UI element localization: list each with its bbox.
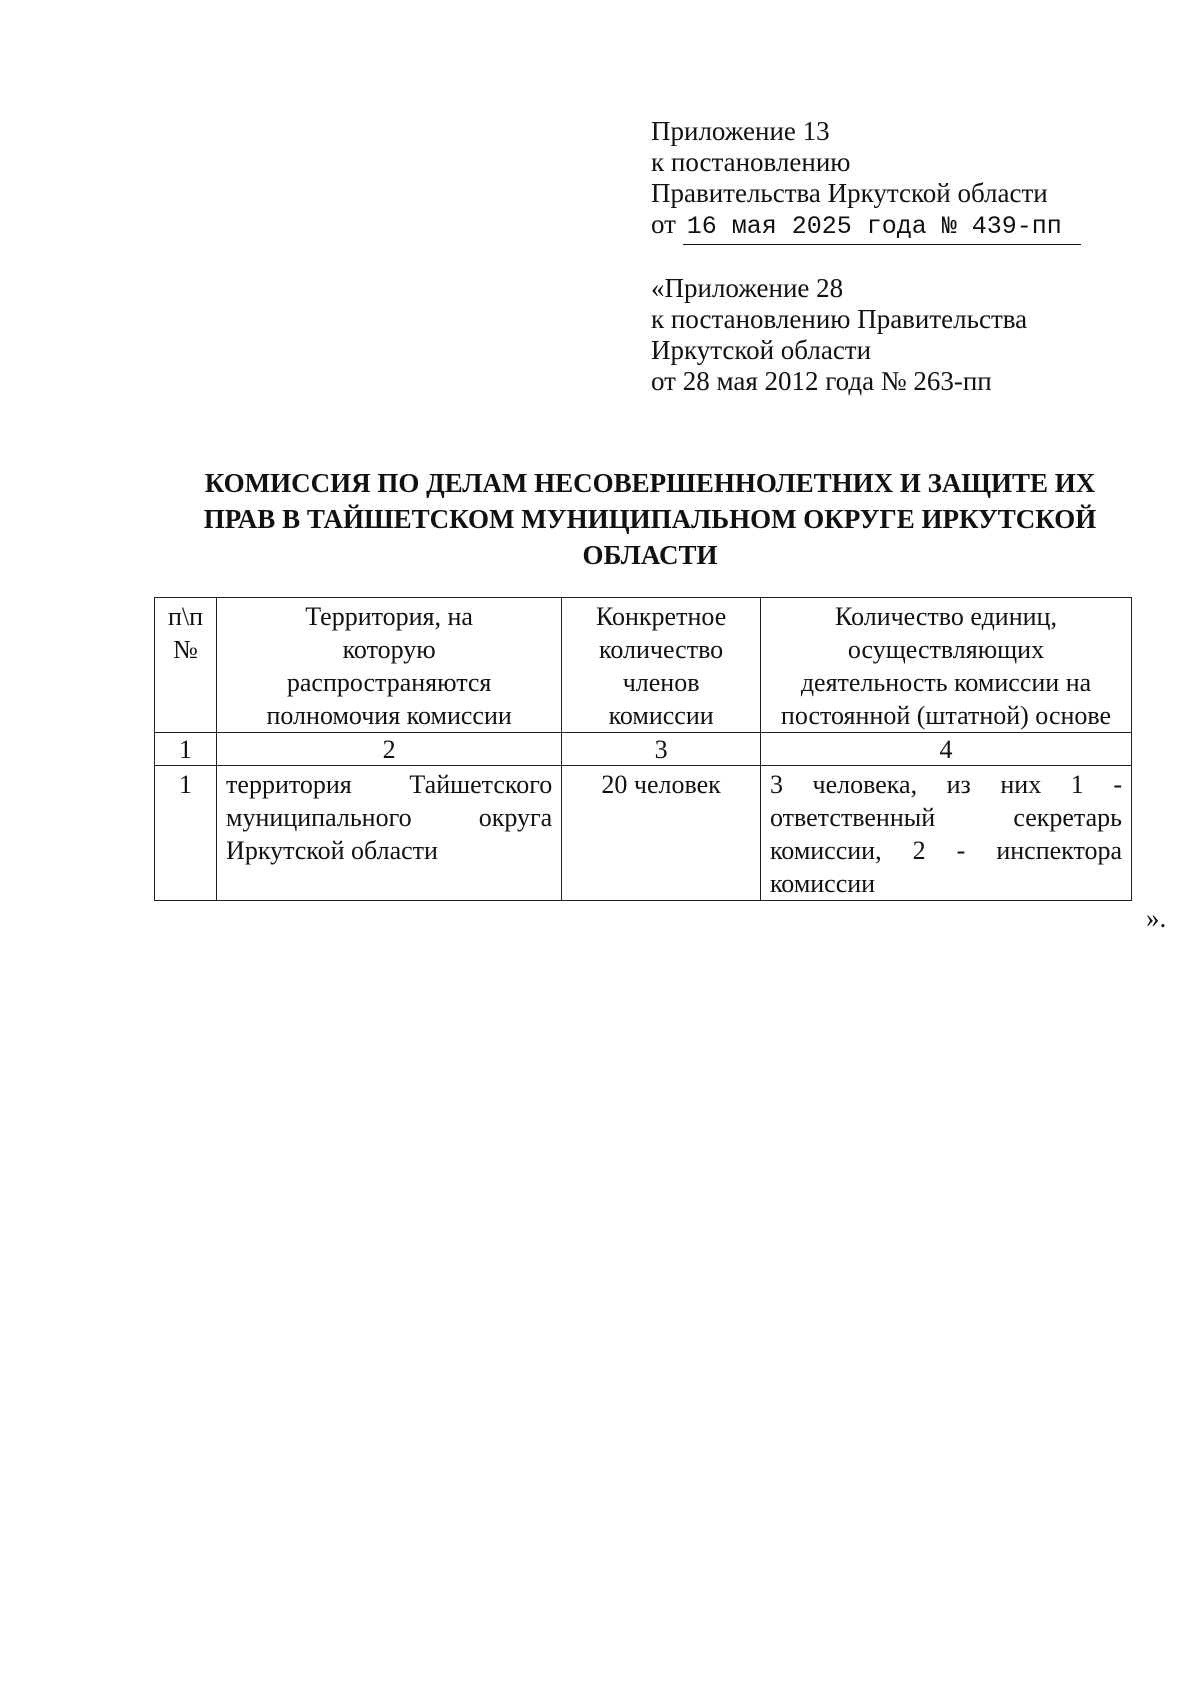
appendix-28-line3: Иркутской области [651, 335, 872, 365]
table-row [155, 766, 1132, 901]
date-prefix: от [651, 209, 676, 239]
header-cell-number: п\п № [155, 598, 217, 733]
column-number-4: 4 [761, 733, 1132, 766]
title-line3: ОБЛАСТИ [582, 540, 718, 570]
column-number-3: 3 [562, 733, 761, 766]
staff-cell: 3 человека, из них 1 - ответственный секретарь комиссии, 2 - инспектора комиссии [761, 766, 1132, 901]
appendix-13-date-line [651, 209, 1081, 242]
resolution-date-number: 16 мая 2025 года № 439-пп [683, 211, 1081, 242]
header-cell-staff: Количество единиц, осуществляющих деятельность комиссии на постоянной (штатной) основе [761, 598, 1132, 733]
appendix-28-block [651, 273, 1027, 397]
appendix-13-line2: к постановлению [651, 147, 851, 177]
column-number-row [155, 733, 1132, 766]
commission-table [154, 597, 1132, 901]
appendix-13-line3: Правительства Иркутской области [651, 178, 1048, 208]
header-cell-territory: Территория, на которую распространяются полномочия комиссии [217, 598, 562, 733]
appendix-13-line1: Приложение 13 [651, 116, 830, 146]
appendix-28-line1: «Приложение 28 [651, 273, 844, 303]
row-number-cell: 1 [155, 766, 217, 901]
column-number-2: 2 [217, 733, 562, 766]
territory-cell: территория Тайшетского муниципального округа Иркутской области [217, 766, 562, 901]
title-line1: КОМИССИЯ ПО ДЕЛАМ НЕСОВЕРШЕННОЛЕТНИХ И ЗАЩИТЕ ИХ [204, 468, 1096, 498]
header-cell-members: Конкретное количество членов комиссии [562, 598, 761, 733]
appendix-13-block [651, 116, 1081, 242]
document-title [160, 465, 1140, 573]
title-line2: ПРАВ В ТАЙШЕТСКОМ МУНИЦИПАЛЬНОМ ОКРУГЕ ИРКУТСКОЙ [203, 504, 1097, 534]
closing-quote: ». [1146, 903, 1167, 933]
appendix-28-line4: от 28 мая 2012 года № 263-пп [651, 366, 992, 396]
appendix-28-line2: к постановлению Правительства [651, 304, 1028, 334]
members-cell: 20 человек [562, 766, 761, 901]
table-header-row [155, 598, 1132, 733]
column-number-1: 1 [155, 733, 217, 766]
